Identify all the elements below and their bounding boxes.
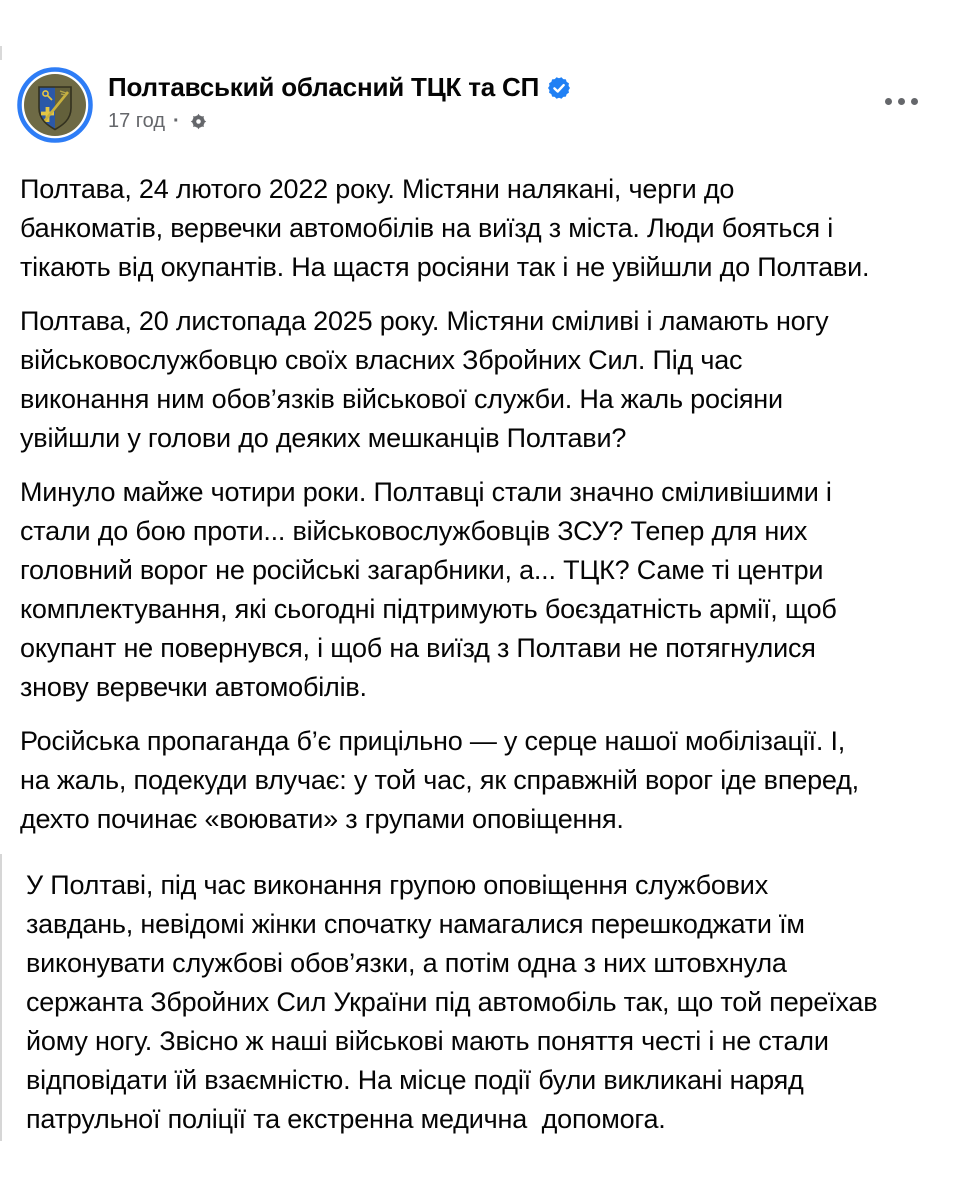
post-text-line: банкоматів, вервечки автомобілів на виїзд з міста. Люди бояться і — [20, 213, 834, 243]
post-paragraph — [0, 170, 960, 287]
post-text-line: відповідати їй взаємністю. На місце події були викликані наряд — [26, 1065, 804, 1095]
post-text-line: виконання ним обов’язків військової служби. На жаль росіяни — [20, 384, 783, 414]
more-options-button[interactable] — [879, 92, 924, 111]
post-paragraph — [0, 722, 960, 839]
post-text-line: на жаль, подекуди влучає: у той час, як справжній ворог іде вперед, — [20, 765, 859, 795]
gear-privacy-icon — [188, 111, 209, 132]
post-text-line: дехто починає «воювати» з групами оповіщення. — [20, 804, 624, 834]
post-text-line: військовослужбовцю своїх власних Збройних Сил. Під час — [20, 345, 743, 375]
post-text-line: увійшли у голови до деяких мешканців Полтави? — [20, 423, 627, 453]
post-text-line: завдань, невідомі жінки спочатку намагалися перешкоджати їм — [26, 909, 805, 939]
meta-separator: · — [173, 110, 180, 132]
post-text-line: йому ногу. Звісно ж наші військові мають поняття честі і не стали — [26, 1026, 829, 1056]
page-name[interactable]: Полтавський обласний ТЦК та СП — [108, 72, 540, 102]
post-text-line: стали до бою проти... військовослужбовців ЗСУ? Тепер для них — [20, 516, 808, 546]
post-header — [0, 0, 960, 144]
post-text-line: окупант не повернувся, і щоб на виїзд з Полтави не потягнулися — [20, 633, 816, 663]
more-options-icon — [898, 98, 905, 105]
post-paragraph-quoted — [0, 854, 960, 1141]
post-text-line: Російська пропаганда б’є прицільно — у серце нашої мобілізації. І, — [20, 726, 846, 756]
post-text-line: У Полтаві, під час виконання групою оповіщення службових — [26, 870, 768, 900]
post-text-line: патрульної поліції та екстренна медична допомога. — [26, 1104, 666, 1134]
verified-badge-icon — [548, 77, 570, 99]
page-avatar-emblem-icon — [16, 66, 94, 144]
more-options-icon — [885, 98, 892, 105]
post-text-line: головний ворог не російські загарбники, а... ТЦК? Саме ті центри — [20, 555, 824, 585]
post-text-line: Минуло майже чотири роки. Полтавці стали значно сміливішими і — [20, 477, 832, 507]
post-paragraph — [0, 473, 960, 707]
header-text — [108, 66, 570, 133]
post-text-line: комплектування, які сьогодні підтримують боєздатність армії, щоб — [20, 594, 837, 624]
post-meta — [108, 109, 570, 133]
post-text-line: Полтава, 20 листопада 2025 року. Містяни сміливі і ламають ногу — [20, 306, 829, 336]
timestamp[interactable]: 17 год — [108, 110, 166, 132]
post-text-line: виконувати службові обов’язки, а потім одна з них штовхнула — [26, 948, 787, 978]
post-text — [0, 170, 960, 1141]
post-paragraph — [0, 302, 960, 458]
more-options-icon — [911, 98, 918, 105]
post-text-line: Полтава, 24 лютого 2022 року. Містяни налякані, черги до — [20, 174, 735, 204]
page-avatar[interactable] — [16, 66, 94, 144]
post-text-line: знову вервечки автомобілів. — [20, 672, 367, 702]
post-text-line: тікають від окупантів. На щастя росіяни так і не увійшли до Полтави. — [20, 252, 870, 282]
post-text-line: сержанта Збройних Сил України під автомобіль так, що той переїхав — [26, 987, 878, 1017]
